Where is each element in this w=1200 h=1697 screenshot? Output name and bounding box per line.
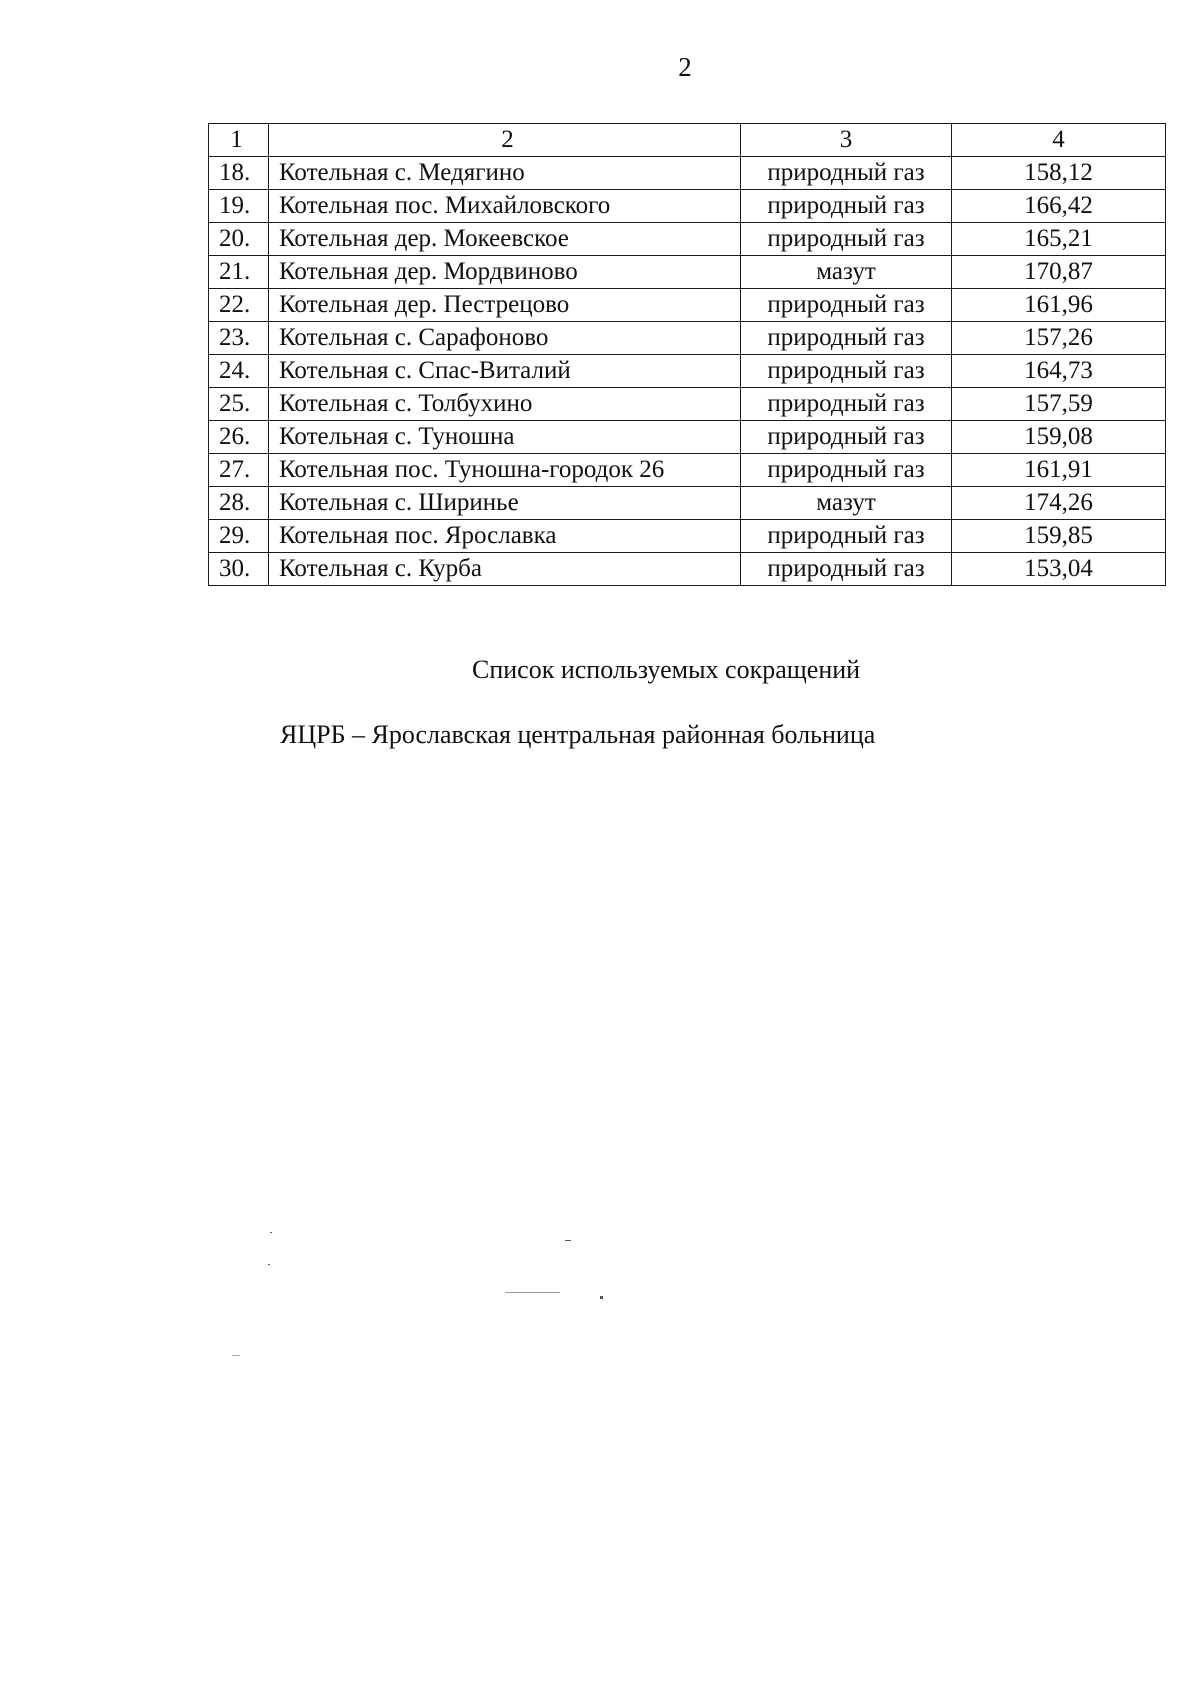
value-cell: 166,42	[952, 190, 1166, 223]
boiler-name-cell: Котельная с. Медягино	[269, 157, 741, 190]
fuel-type-cell: природный газ	[741, 520, 952, 553]
value-cell: 157,59	[952, 388, 1166, 421]
scan-speck	[268, 1264, 270, 1265]
table-row	[209, 223, 1166, 256]
boiler-name-cell: Котельная пос. Ярославка	[269, 520, 741, 553]
value-cell: 174,26	[952, 487, 1166, 520]
value-cell: 161,91	[952, 454, 1166, 487]
fuel-type-cell: природный газ	[741, 454, 952, 487]
row-number-cell: 24.	[209, 355, 269, 388]
scan-speck	[565, 1240, 571, 1241]
abbreviation-item: ЯЦРБ – Ярославская центральная районная больница	[280, 720, 876, 749]
tariff-table	[208, 123, 1166, 586]
row-number-cell: 20.	[209, 223, 269, 256]
fuel-type-cell: природный газ	[741, 553, 952, 586]
boiler-name-cell: Котельная с. Сарафоново	[269, 322, 741, 355]
fuel-type-cell: природный газ	[741, 289, 952, 322]
table-row	[209, 520, 1166, 553]
value-cell: 159,08	[952, 421, 1166, 454]
row-number-cell: 21.	[209, 256, 269, 289]
header-cell-1: 1	[209, 124, 269, 157]
table-row	[209, 487, 1166, 520]
value-cell: 159,85	[952, 520, 1166, 553]
boiler-name-cell: Котельная с. Спас-Виталий	[269, 355, 741, 388]
boiler-name-cell: Котельная с. Толбухино	[269, 388, 741, 421]
table-header-row	[209, 124, 1166, 157]
row-number-cell: 28.	[209, 487, 269, 520]
fuel-type-cell: природный газ	[741, 421, 952, 454]
header-cell-3: 3	[741, 124, 952, 157]
boiler-name-cell: Котельная пос. Туношна-городок 26	[269, 454, 741, 487]
scan-speck	[505, 1292, 560, 1293]
value-cell: 153,04	[952, 553, 1166, 586]
value-cell: 165,21	[952, 223, 1166, 256]
row-number-cell: 27.	[209, 454, 269, 487]
table-row	[209, 421, 1166, 454]
table-row	[209, 157, 1166, 190]
boiler-name-cell: Котельная с. Курба	[269, 553, 741, 586]
fuel-type-cell: мазут	[741, 256, 952, 289]
table-row	[209, 289, 1166, 322]
row-number-cell: 30.	[209, 553, 269, 586]
abbreviations-title: Список используемых сокращений	[472, 655, 861, 684]
row-number-cell: 29.	[209, 520, 269, 553]
boiler-name-cell: Котельная дер. Мордвиново	[269, 256, 741, 289]
fuel-type-cell: природный газ	[741, 322, 952, 355]
table-row	[209, 388, 1166, 421]
row-number-cell: 19.	[209, 190, 269, 223]
row-number-cell: 23.	[209, 322, 269, 355]
scan-speck	[600, 1296, 603, 1299]
row-number-cell: 26.	[209, 421, 269, 454]
table-row	[209, 322, 1166, 355]
value-cell: 157,26	[952, 322, 1166, 355]
table-row	[209, 256, 1166, 289]
fuel-type-cell: природный газ	[741, 157, 952, 190]
header-cell-4: 4	[952, 124, 1166, 157]
table-body	[209, 124, 1166, 586]
boiler-name-cell: Котельная с. Туношна	[269, 421, 741, 454]
fuel-type-cell: природный газ	[741, 223, 952, 256]
row-number-cell: 18.	[209, 157, 269, 190]
scan-speck	[270, 1232, 272, 1233]
value-cell: 170,87	[952, 256, 1166, 289]
header-cell-2: 2	[269, 124, 741, 157]
value-cell: 161,96	[952, 289, 1166, 322]
boiler-name-cell: Котельная с. Ширинье	[269, 487, 741, 520]
boiler-name-cell: Котельная дер. Мокеевское	[269, 223, 741, 256]
fuel-type-cell: природный газ	[741, 355, 952, 388]
fuel-type-cell: мазут	[741, 487, 952, 520]
table-row	[209, 355, 1166, 388]
fuel-type-cell: природный газ	[741, 190, 952, 223]
table-row	[209, 190, 1166, 223]
row-number-cell: 22.	[209, 289, 269, 322]
table-row	[209, 454, 1166, 487]
boiler-name-cell: Котельная пос. Михайловского	[269, 190, 741, 223]
fuel-type-cell: природный газ	[741, 388, 952, 421]
scan-speck	[232, 1355, 240, 1356]
table-row	[209, 553, 1166, 586]
value-cell: 164,73	[952, 355, 1166, 388]
page-number: 2	[678, 52, 692, 82]
boiler-name-cell: Котельная дер. Пестрецово	[269, 289, 741, 322]
row-number-cell: 25.	[209, 388, 269, 421]
value-cell: 158,12	[952, 157, 1166, 190]
